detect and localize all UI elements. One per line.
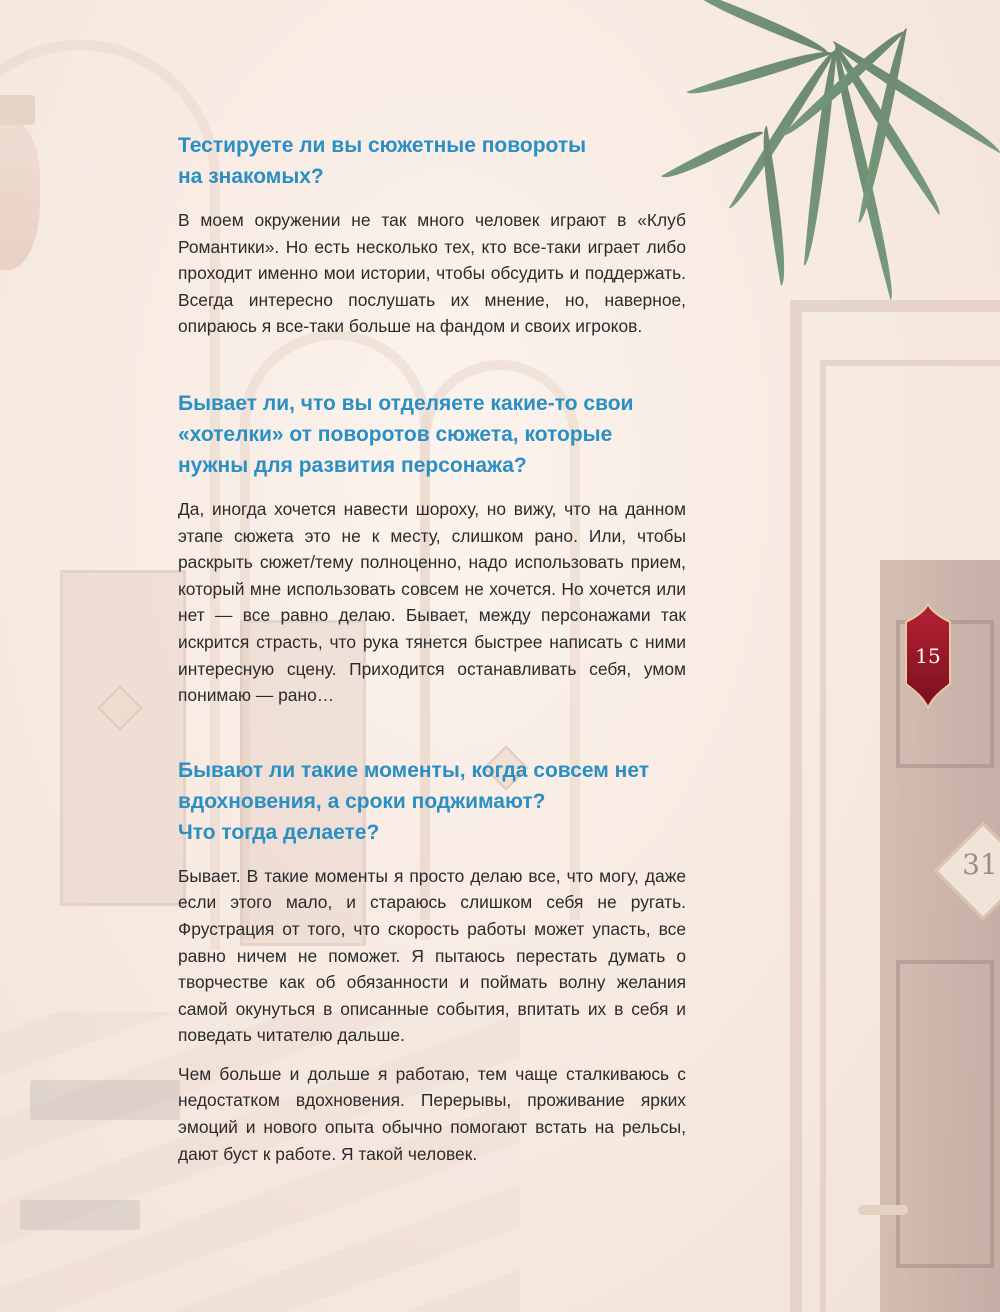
heading-line: вдохновения, а сроки поджимают? — [178, 789, 546, 813]
door-number-31: 31 — [962, 848, 998, 881]
heading-line: нужны для развития персонажа? — [178, 453, 527, 477]
page-number: 15 — [915, 644, 941, 668]
qa-section-3 — [178, 755, 686, 1168]
heading-line: Бывает ли, что вы отделяете какие-то свои — [178, 391, 634, 415]
question-heading — [178, 130, 686, 192]
answer-paragraph: Чем больше и дольше я работаю, тем чаще сталкиваюсь с недостатком вдохновения. Перерывы, проживание ярких эмоций и нового опыта обычно помогают встать на рельсы, дают буст к работе. Я такой человек. — [178, 1063, 686, 1164]
qa-section-2 — [178, 388, 686, 709]
article-content — [178, 130, 686, 1167]
qa-section-1 — [178, 130, 686, 340]
heading-line: на знакомых? — [178, 165, 324, 188]
question-heading — [178, 388, 686, 481]
heading-line: «хотелки» от поворотов сюжета, которые — [178, 422, 613, 446]
answer-paragraph: В моем окружении не так много человек играют в «Клуб Романтики». Но есть несколько тех, кто все-таки играет либо проходит именно мои истории, чтобы обсудить и поддержать. Всегда интересно послушать их мнение, но, наверное, опираюсь я все-таки больше на фандом и своих игроков. — [178, 210, 686, 337]
heading-line: Что тогда делаете? — [178, 820, 380, 844]
question-heading — [178, 755, 686, 848]
answer-paragraph: Да, иногда хочется навести шороху, но вижу, что на данном этапе сюжета это не к месту, слишком рано. Или, чтобы раскрыть сюжет/тему полноценно, надо использовать прием, который мне использовать совсем не хочется. Но хочется или нет — все равно делаю. Бывает, между персонажами так искрится страсть, что рука тянется быстрее написать с ними интересную сцену. Приходится останавливать себя, умом понимаю — рано… — [178, 498, 686, 706]
heading-line: Бывают ли такие моменты, когда совсем нет — [178, 758, 650, 782]
answer-paragraph: Бывает. В такие моменты я просто делаю все, что могу, даже если этого мало, и стараюсь слишком себя не ругать. Фрустрация от того, что скорость работы может упасть, все равно ничем не поможет. Я пытаюсь перестать думать о творчестве как об обязанности и поймать волну желания самой окунуться в описанные события, впитать их в себя и поведать читателю дальше. — [178, 865, 686, 1046]
heading-line: Тестируете ли вы сюжетные повороты — [178, 134, 587, 157]
